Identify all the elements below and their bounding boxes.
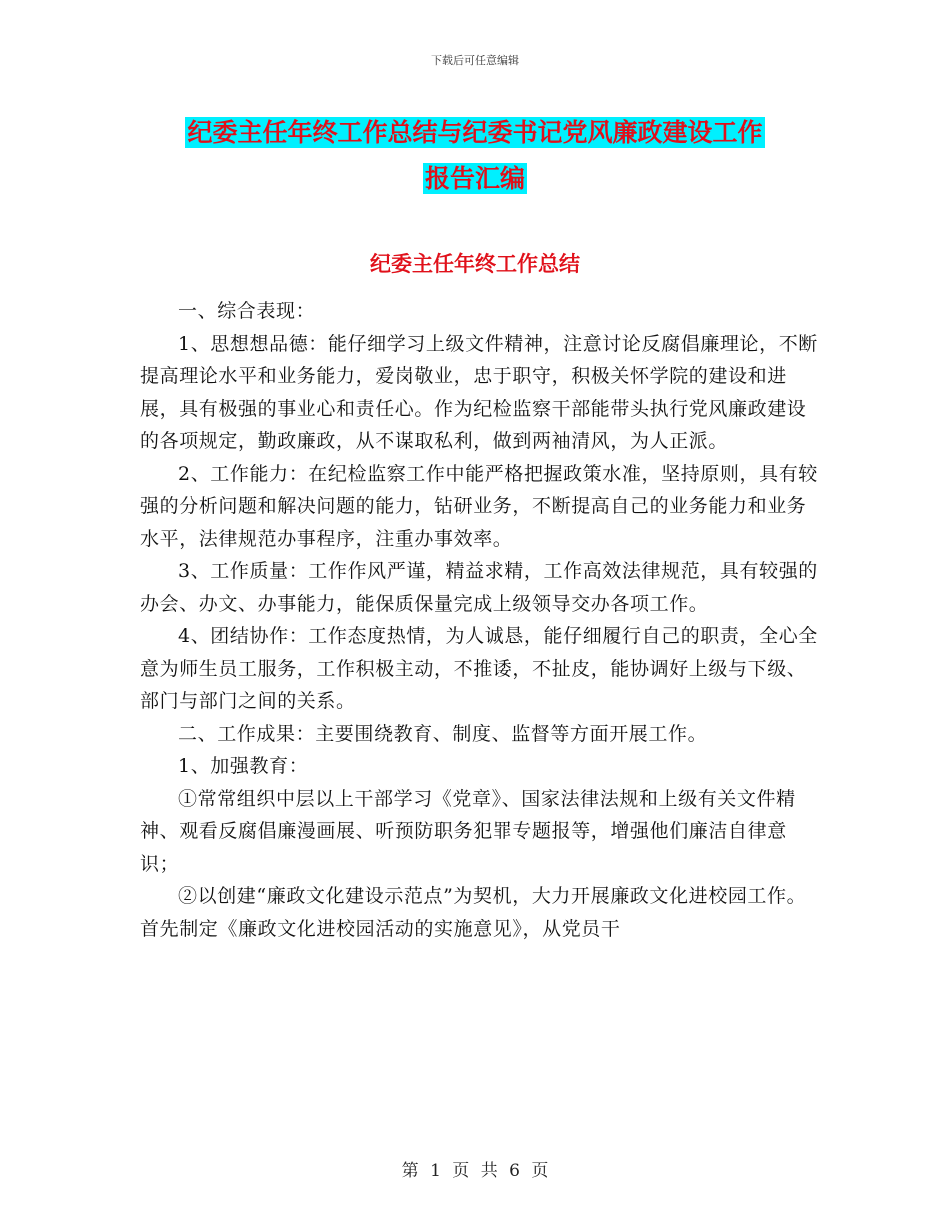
- page-header-note: 下载后可任意编辑: [431, 54, 519, 67]
- paragraph-teamwork: 4、团结协作：工作态度热情，为人诚恳，能仔细履行自己的职责，全心全意为师生员工服务，工作积极主动，不推诿，不扯皮，能协调好上级与下级、部门与部门之间的关系。: [140, 625, 818, 712]
- paragraph-results-heading: 二、工作成果：主要围绕教育、制度、监督等方面开展工作。: [178, 722, 708, 745]
- paragraph-work-quality: 3、工作质量：工作作风严谨，精益求精，工作高效法律规范，具有较强的办会、办文、办事能力，能保质保量完成上级领导交办各项工作。: [140, 560, 818, 615]
- paragraph-work-ability: 2、工作能力：在纪检监察工作中能严格把握政策水准，坚持原则，具有较强的分析问题和解决问题的能力，钻研业务，不断提高自己的业务能力和业务水平，法律规范办事程序，注重办事效率。: [140, 462, 818, 550]
- section-title: 纪委主任年终工作总结: [370, 252, 580, 276]
- paragraph-education-heading: 1、加强教育：: [178, 755, 309, 777]
- paragraph-ideology: 1、思想想品德：能仔细学习上级文件精神，注意讨论反腐倡廉理论，不断提高理论水平和业务能力，爱岗敬业，忠于职守，积极关怀学院的建设和进展，具有极强的事业心和责任心。作为纪检监察干部能带头执行党风廉政建设的各项规定，勤政廉政，从不谋取私利，做到两袖清风，为人正派。: [140, 332, 818, 452]
- paragraph-education-item-1: ①常常组织中层以上干部学习《党章》、国家法律法规和上级有关文件精神、观看反腐倡廉漫画展、听预防职务犯罪专题报等，增强他们廉洁自律意识；: [140, 787, 796, 875]
- document-title: [130, 110, 820, 202]
- document-title-line-1: 纪委主任年终工作总结与纪委书记党风廉政建设工作: [187, 118, 763, 147]
- body-text: [140, 295, 820, 945]
- paragraph-education-item-2: ②以创建“廉政文化建设示范点”为契机，大力开展廉政文化进校园工作。首先制定《廉政文化进校园活动的实施意见》，从党员干: [140, 885, 807, 940]
- document-title-line-2: 报告汇编: [424, 164, 525, 193]
- paragraph-overview-heading: 一、综合表现：: [178, 300, 316, 322]
- page-number-footer: 第 1 页 共 6 页: [401, 1161, 549, 1181]
